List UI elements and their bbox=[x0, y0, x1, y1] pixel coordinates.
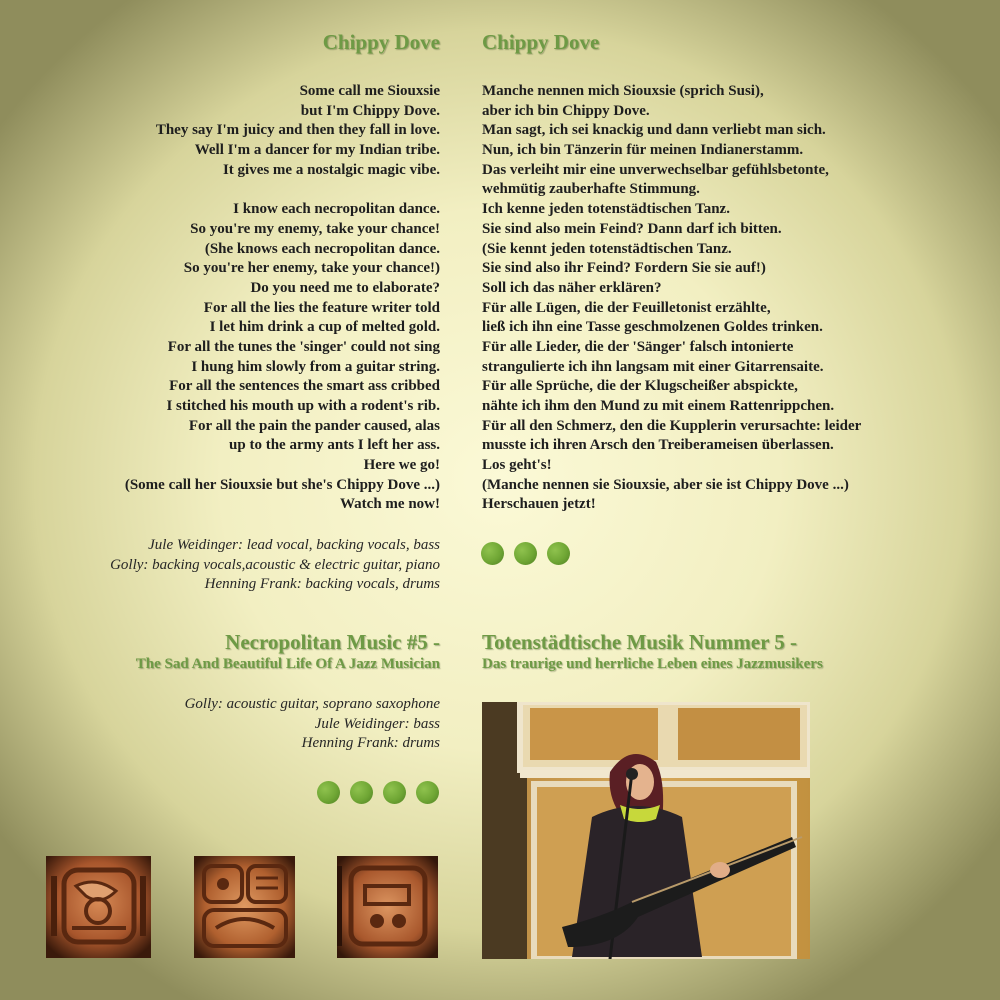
song2-rating-dots bbox=[317, 781, 439, 804]
song2-subtitle-en: The Sad And Beautiful Life Of A Jazz Musician bbox=[135, 656, 440, 672]
lyric-line: Here we go! bbox=[363, 457, 440, 474]
lyric-line: (Manche nennen sie Siouxsie, aber sie ist Chippy Dove ...) bbox=[482, 476, 849, 493]
lyric-line: Das verleiht mir eine unverwechselbar gefühlsbetonte, bbox=[482, 161, 829, 178]
lyric-line: Manche nennen mich Siouxsie (sprich Susi), bbox=[482, 83, 764, 99]
lyric-line: Some call me Siouxsie bbox=[299, 83, 440, 99]
lyric-line: Ich kenne jeden totenstädtischen Tanz. bbox=[482, 201, 730, 218]
song1-credits bbox=[110, 536, 440, 595]
lyric-line: For all the tunes the 'singer' could not sing bbox=[167, 338, 440, 355]
credit-line: Henning Frank: drums bbox=[301, 735, 440, 752]
lyric-line: I know each necropolitan dance. bbox=[233, 201, 440, 218]
song2-subtitle-de: Das traurige und herrliche Leben eines Jazzmusikers bbox=[482, 656, 823, 672]
lyric-line: So you're her enemy, take your chance!) bbox=[183, 260, 440, 277]
lyric-line bbox=[125, 180, 440, 200]
song2-title-en: Necropolitan Music #5 - bbox=[225, 630, 440, 654]
lyric-line: Sie sind also ihr Feind? Fordern Sie sie auf!) bbox=[482, 260, 766, 277]
lyric-line: I let him drink a cup of melted gold. bbox=[209, 319, 440, 336]
lyric-line: Do you need me to elaborate? bbox=[250, 279, 440, 296]
lyric-line: Los geht's! bbox=[482, 457, 552, 474]
mayan-glyph-image bbox=[194, 856, 295, 958]
credit-line: Jule Weidinger: bass bbox=[314, 715, 440, 732]
lyric-line: Für all den Schmerz, den die Kupplerin verursachte: leider bbox=[482, 417, 862, 434]
credit-line: Golly: acoustic guitar, soprano saxophone bbox=[184, 696, 440, 712]
lyric-line: I stitched his mouth up with a rodent's rib. bbox=[166, 398, 440, 414]
lyrics-de bbox=[482, 82, 861, 515]
lyric-line: They say I'm juicy and then they fall in love. bbox=[155, 122, 440, 139]
lyric-line: aber ich bin Chippy Dove. bbox=[482, 102, 650, 119]
lyric-line: It gives me a nostalgic magic vibe. bbox=[222, 161, 440, 178]
lyric-line: musste ich ihren Arsch den Treiberameisen überlassen. bbox=[482, 437, 834, 454]
credit-line: Henning Frank: backing vocals, drums bbox=[204, 576, 440, 593]
song2-credits bbox=[185, 695, 440, 754]
lyric-line: nähte ich ihm den Mund zu mit einem Rattenrippchen. bbox=[482, 398, 835, 414]
lyric-line: Soll ich das näher erklären? bbox=[482, 279, 662, 296]
rating-dot bbox=[481, 542, 504, 565]
lyric-line: strangulierte ich ihn langsam mit einer Gitarrensaite. bbox=[482, 358, 824, 375]
mayan-glyph-image bbox=[46, 856, 151, 958]
lyric-line: (Some call her Siouxsie but she's Chippy Dove ...) bbox=[124, 476, 440, 493]
lyric-line: Man sagt, ich sei knackig und dann verliebt man sich. bbox=[482, 122, 826, 139]
rating-dot bbox=[350, 781, 373, 804]
lyric-line: Für alle Lügen, die der Feuilletonist erzählte, bbox=[482, 299, 771, 316]
lyric-line: Watch me now! bbox=[340, 496, 440, 513]
rating-dot bbox=[317, 781, 340, 804]
lyric-line: Herschauen jetzt! bbox=[482, 496, 596, 513]
lyric-line: ließ ich ihn eine Tasse geschmolzenen Goldes trinken. bbox=[482, 319, 823, 336]
lyric-line: For all the sentences the smart ass cribbed bbox=[169, 378, 440, 395]
song1-rating-dots bbox=[481, 542, 570, 565]
lyric-line: For all the lies the feature writer told bbox=[203, 299, 440, 316]
lyric-line: (Sie kennt jeden totenstädtischen Tanz. bbox=[482, 240, 732, 257]
song2-title-de: Totenstädtische Musik Nummer 5 - bbox=[482, 630, 798, 654]
lyric-line: but I'm Chippy Dove. bbox=[300, 102, 440, 119]
rating-dot bbox=[383, 781, 406, 804]
lyrics-en bbox=[125, 82, 440, 515]
lyric-line: For all the pain the pander caused, alas bbox=[188, 417, 440, 434]
lyric-line: Well I'm a dancer for my Indian tribe. bbox=[194, 142, 440, 159]
lyric-line: Für alle Lieder, die der 'Sänger' falsch intonierte bbox=[482, 338, 794, 355]
credit-line: Golly: backing vocals,acoustic & electric guitar, piano bbox=[110, 556, 440, 573]
song1-title-en: Chippy Dove bbox=[322, 30, 440, 54]
bass-player-photo bbox=[482, 702, 810, 959]
lyric-line: Sie sind also mein Feind? Dann darf ich bitten. bbox=[482, 220, 782, 237]
lyric-line: Für alle Sprüche, die der Klugscheißer abspickte, bbox=[482, 378, 798, 395]
lyric-line: So you're my enemy, take your chance! bbox=[190, 220, 440, 237]
rating-dot bbox=[514, 542, 537, 565]
mayan-glyph-image bbox=[337, 856, 438, 958]
lyric-line: (She knows each necropolitan dance. bbox=[204, 240, 440, 257]
rating-dot bbox=[416, 781, 439, 804]
lyric-line: wehmütig zauberhafte Stimmung. bbox=[482, 181, 700, 198]
lyric-line: up to the army ants I left her ass. bbox=[229, 437, 440, 454]
lyric-line: I hung him slowly from a guitar string. bbox=[191, 358, 440, 375]
rating-dot bbox=[547, 542, 570, 565]
song1-title-de: Chippy Dove bbox=[482, 30, 600, 54]
lyric-line: Nun, ich bin Tänzerin für meinen Indianerstamm. bbox=[482, 142, 804, 159]
credit-line: Jule Weidinger: lead vocal, backing vocals, bass bbox=[148, 537, 440, 553]
